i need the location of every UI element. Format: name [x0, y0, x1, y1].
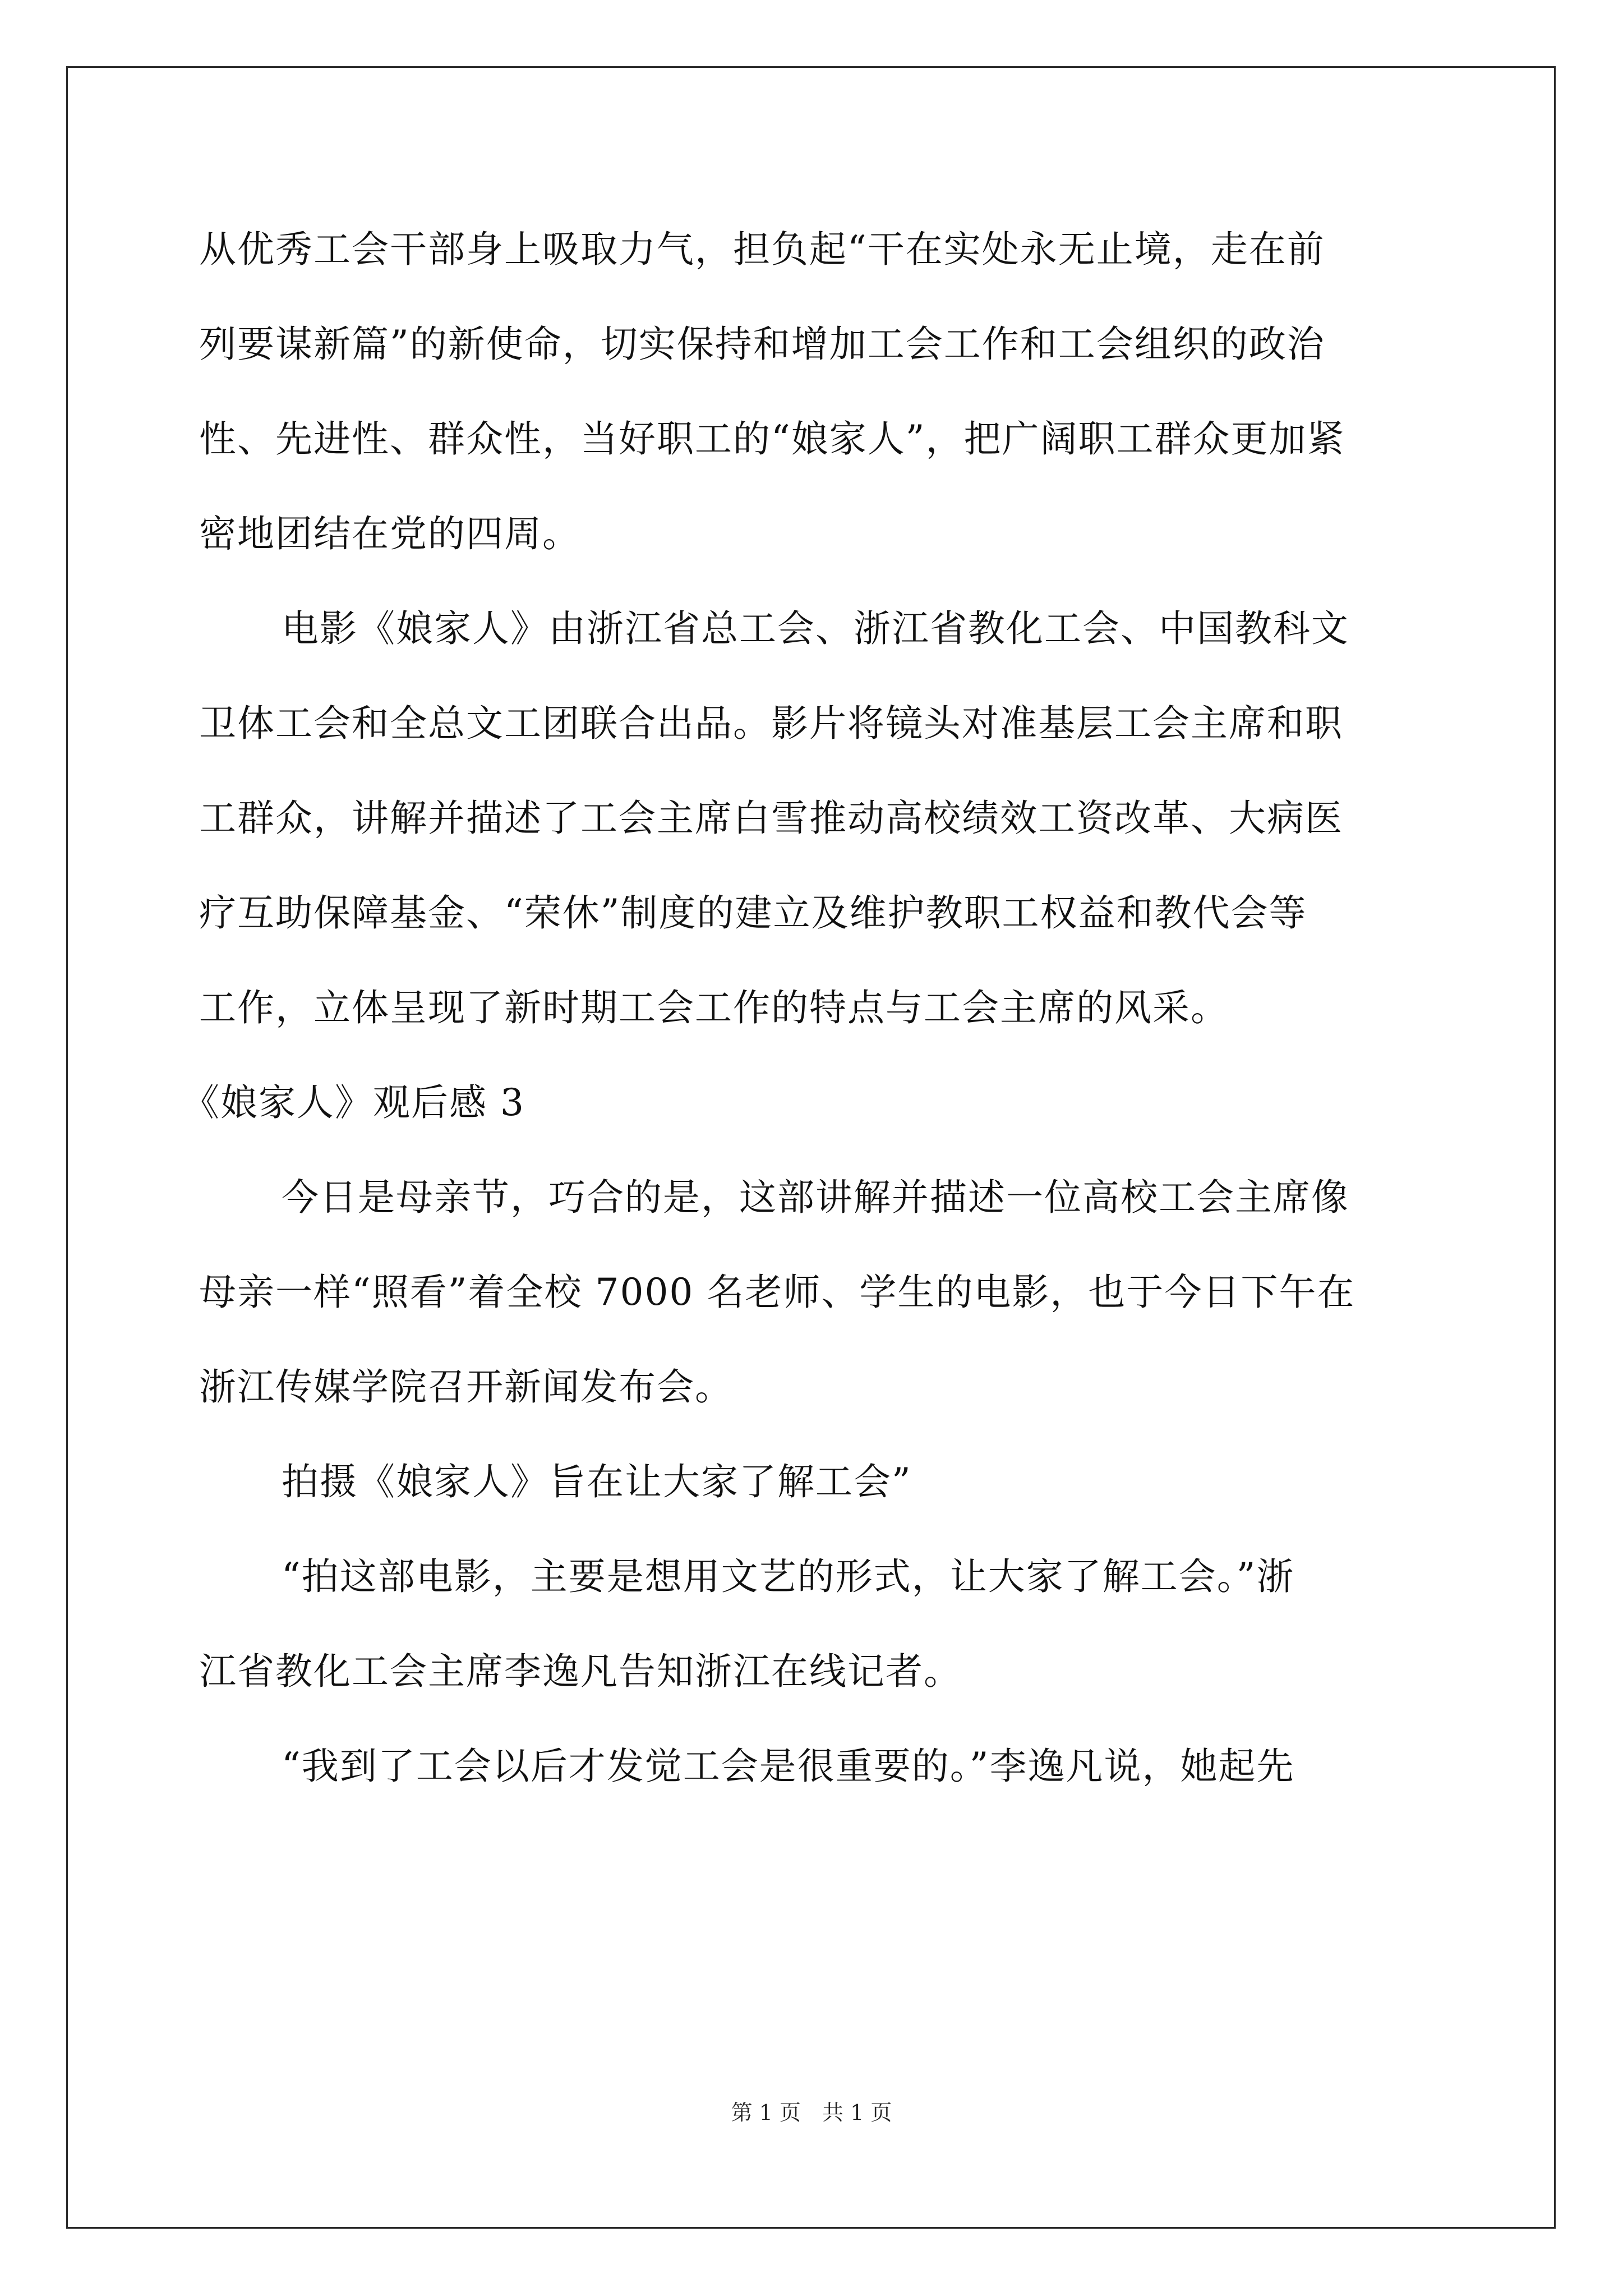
text-line: 母亲一样“照看”着全校 7000 名老师、学生的电影，也于今日下午在: [199, 1271, 1355, 1314]
paragraph-first-line: “拍这部电影，主要是想用文艺的形式，让大家了解工会。”浙: [282, 1555, 1295, 1598]
text-line: 工作，立体呈现了新时期工会工作的特点与工会主席的风采。: [199, 986, 1229, 1029]
text-line: 列要谋新篇”的新使命，切实保持和增加工会工作和工会组织的政治: [199, 323, 1325, 366]
text-line: 从优秀工会干部身上吸取力气，担负起“干在实处永无止境，走在前: [199, 228, 1325, 271]
text-line: 卫体工会和全总文工团联合出品。影片将镜头对准基层工会主席和职: [199, 702, 1343, 745]
text-line: 性、先进性、群众性，当好职工的“娘家人”，把广阔职工群众更加紧: [199, 417, 1345, 461]
text-line: 工群众，讲解并描述了工会主席白雪推动高校绩效工资改革、大病医: [199, 797, 1343, 840]
page-number-footer: 第 1 页 共 1 页: [731, 2100, 892, 2125]
section-heading: 《娘家人》观后感 3: [182, 1081, 525, 1124]
text-line: 疗互助保障基金、“荣休”制度的建立及维护教职工权益和教代会等: [199, 891, 1307, 935]
document-body: [182, 202, 1427, 1814]
paragraph-first-line: 电影《娘家人》由浙江省总工会、浙江省教化工会、中国教科文: [282, 607, 1349, 650]
text-line: 江省教化工会主席李逸凡告知浙江在线记者。: [199, 1650, 962, 1693]
text-line: 浙江传媒学院召开新闻发布会。: [199, 1365, 733, 1409]
paragraph-first-line: 今日是母亲节，巧合的是，这部讲解并描述一位高校工会主席像: [282, 1176, 1349, 1219]
paragraph-first-line: “我到了工会以后才发觉工会是很重要的。”李逸凡说，她起先: [282, 1745, 1295, 1788]
paragraph-first-line: 拍摄《娘家人》旨在让大家了解工会”: [282, 1460, 912, 1503]
text-line: 密地团结在党的四周。: [199, 512, 580, 555]
